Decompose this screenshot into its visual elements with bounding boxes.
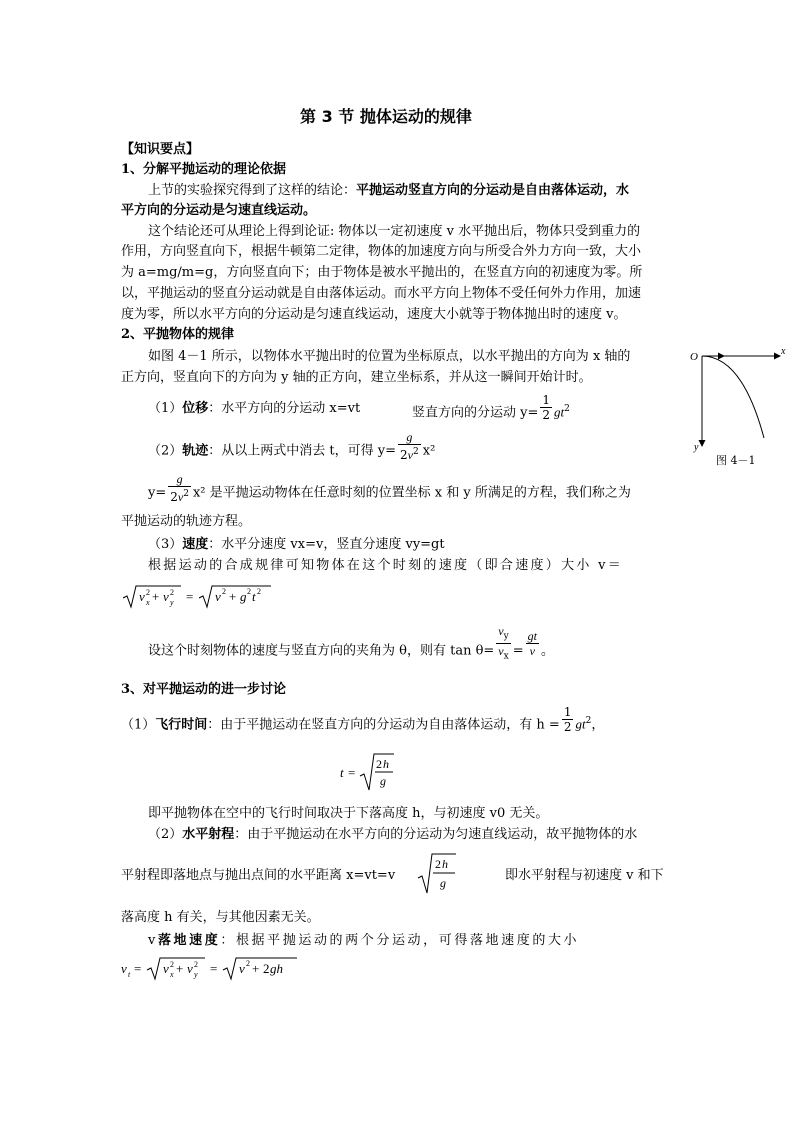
svg-text:h: h — [383, 757, 389, 771]
svg-text:2: 2 — [246, 959, 250, 968]
s1-p2-line-3: 为 a=mg/m=g，方向竖直向下；由于物体是被水平抛出的，在竖直方向的初速度为零。所 — [121, 265, 643, 280]
svg-text:gh: gh — [270, 961, 283, 976]
svg-text:2: 2 — [194, 960, 198, 969]
svg-text:2: 2 — [263, 961, 270, 976]
displacement-vertical: 竖直方向的分运动 y= $\frac{1}{2}$ $gt^2$ — [412, 393, 570, 423]
svg-text:=: = — [186, 589, 194, 604]
range-line-3: 落高度 h 有关，与其他因素无关。 — [121, 910, 320, 925]
disp-text: ：水平方向的分运动 x=vt — [208, 401, 361, 416]
landing-velocity-formula — [121, 955, 301, 988]
svg-text:=: = — [210, 961, 218, 976]
svg-text:t: t — [340, 765, 344, 780]
range-line — [148, 825, 637, 845]
svg-text:2: 2 — [222, 587, 226, 596]
angle-line: 设这个时刻物体的速度与竖直方向的夹角为 θ，则有 tan θ= $\frac{v_y}{v_x}$ = $\frac{gt}{v}$ 。 — [148, 624, 554, 662]
flight-time-conclusion: 即平抛物体在空中的飞行时间取决于下落高度 h，与初速度 v0 无关。 — [148, 806, 549, 821]
fraction-g-2v2-b: $\frac{g}{2v^2}$ — [170, 472, 189, 504]
velocity-line — [148, 535, 445, 555]
range-line-2-end: 即水平射程与初速度 v 和下 — [505, 868, 664, 883]
fraction-half-b: $\frac{1}{2}$ — [563, 705, 572, 735]
s1-p1-bold-2: 平方向的分运动是匀速直线运动。 — [121, 203, 317, 218]
svg-text:2: 2 — [376, 757, 382, 771]
section-3-heading: 3、对平抛运动的进一步讨论 — [121, 682, 287, 697]
r-label: （2） — [148, 827, 183, 842]
svg-text:x: x — [170, 970, 174, 979]
velocity-paragraph: 根据运动的合成规律可知物体在这个时刻的速度（即合速度）大小 v＝ — [148, 558, 624, 573]
traj-p-line-2: 平抛运动的轨迹方程。 — [121, 514, 252, 529]
s1-p2-line-4: 以，平抛运动的竖直分运动就是自由落体运动。而水平方向上物体不受任何外力作用，加速 — [121, 286, 642, 301]
svg-text:g: g — [440, 876, 446, 890]
velocity-sqrt-formula — [121, 583, 281, 609]
traj-label: （2） — [148, 443, 183, 459]
svg-text:2: 2 — [146, 588, 150, 597]
v-text: ：根据平抛运动的两个分运动，可得落地速度的大小 — [220, 933, 580, 948]
range-line-2: 平射程即落地点与抛出点间的水平距离 x=vt=v — [121, 868, 396, 883]
disp-bold: 位移 — [182, 401, 209, 416]
s1-p1-text: 上节的实验探究得到了这样的结论： — [148, 183, 357, 198]
s2-p1-line-1: 如图 4－1 所示，以物体水平抛出时的位置为坐标原点，以水平抛出的方向为 x 轴的 — [148, 349, 631, 364]
vel-label: （3） — [148, 537, 183, 552]
figure-caption: 图 4－1 — [716, 454, 756, 467]
svg-text:2: 2 — [257, 587, 261, 596]
trajectory-line: （2）轨迹：从以上两式中消去 t，可得 y= $\frac{g}{2v^2}$ x² — [148, 430, 436, 462]
s1-p2-line-5: 度为零，所以水平方向的分运动是匀速直线运动，速度大小就等于物体抛出时的速度 v。 — [121, 307, 627, 322]
landing-velocity-line — [148, 931, 579, 951]
svg-text:2: 2 — [247, 587, 251, 596]
svg-text:g: g — [240, 589, 247, 604]
svg-text:v: v — [121, 961, 127, 976]
r-text: ：由于平抛运动在水平方向的分运动为匀速直线运动，故平抛物体的水 — [234, 827, 638, 842]
t-text: ：由于平抛运动在竖直方向的分运动为自由落体运动，有 h = — [207, 717, 560, 733]
t-label: （1） — [121, 717, 156, 733]
svg-text:+: + — [229, 589, 237, 604]
svg-text:2: 2 — [435, 857, 441, 871]
fraction-g-2v2: $\frac{g}{2v^2}$ — [400, 430, 419, 462]
svg-text:v: v — [239, 961, 245, 976]
x-label: x — [781, 346, 786, 357]
svg-text:+: + — [252, 961, 260, 976]
section-1-heading: 1、分解平抛运动的理论依据 — [121, 162, 287, 177]
y-label: y — [694, 442, 699, 453]
displacement-line — [148, 399, 360, 419]
svg-text:x: x — [146, 598, 150, 607]
r-bold: 水平射程 — [182, 827, 235, 842]
t-bold: 飞行时间 — [155, 717, 208, 733]
disp-label: （1） — [148, 401, 183, 416]
s2-p1-line-2: 正方向，竖直向下的方向为 y 轴的正方向，建立坐标系，并从这一瞬间开始计时。 — [121, 370, 592, 385]
origin-label: O — [690, 351, 698, 363]
svg-text:v: v — [215, 589, 221, 604]
v-bold: 落地速度 — [157, 933, 221, 948]
vel-text: ：水平分速度 vx=v，竖直分速度 vy=gt — [208, 537, 445, 552]
svg-text:2: 2 — [170, 588, 174, 597]
parabola-trajectory — [702, 356, 764, 438]
range-formula — [416, 852, 460, 903]
svg-text:v: v — [163, 589, 169, 604]
velocity-formula — [121, 583, 281, 616]
section-2-heading: 2、平抛物体的规律 — [121, 327, 235, 342]
s1-p2-line-2: 作用，方向竖直向下，根据牛顿第二定律，物体的加速度方向与所受合外力方向一致，大小 — [121, 244, 642, 259]
fraction-vy-vx: $\frac{v_y}{v_x}$ — [498, 624, 509, 662]
vel-bold: 速度 — [182, 537, 209, 552]
svg-text:t: t — [252, 589, 256, 604]
svg-text:t: t — [128, 970, 131, 979]
svg-text:y: y — [170, 598, 174, 607]
svg-text:h: h — [442, 857, 448, 871]
flight-time-line: （1）飞行时间：由于平抛运动在竖直方向的分运动为自由落体运动，有 h = $\frac{1}{2}$ $gt^2$， — [121, 705, 605, 735]
svg-text:+: + — [152, 589, 160, 604]
traj-bold: 轨迹 — [182, 443, 209, 459]
page-title: 第 3 节 抛体运动的规律 — [300, 107, 472, 126]
fraction-gt-v: $\frac{gt}{v}$ — [527, 629, 537, 659]
range-sqrt-formula — [416, 852, 460, 896]
landing-sqrt-formula — [121, 955, 301, 981]
flight-time-formula — [338, 752, 398, 801]
s1-p2-line-1: 这个结论还可从理论上得到论证: 物体以一定初速度 v 水平抛出后，物体只受到重力的 — [148, 224, 641, 239]
traj-p-text: x² 是平抛运动物体在任意时刻的位置坐标 x 和 y 所满足的方程，我们称之为 — [192, 485, 631, 501]
v-label: v — [148, 933, 158, 948]
svg-text:2: 2 — [170, 960, 174, 969]
svg-text:g: g — [380, 774, 386, 788]
traj-text: ：从以上两式中消去 t，可得 y= — [208, 443, 397, 459]
disp-vert-text: 竖直方向的分运动 y= — [412, 405, 539, 421]
s1-p1-bold-1: 平抛运动竖直方向的分运动是自由落体运动，水 — [356, 183, 630, 198]
svg-text:+: + — [176, 961, 184, 976]
traj-p-y: y= — [148, 485, 167, 501]
svg-text:v: v — [163, 961, 169, 976]
svg-text:v: v — [139, 589, 145, 604]
projectile-diagram — [684, 344, 788, 454]
angle-text: 设这个时刻物体的速度与竖直方向的夹角为 θ，则有 tan θ= — [148, 643, 495, 659]
svg-text:y: y — [194, 970, 198, 979]
svg-text:=: = — [134, 961, 142, 976]
t-sqrt-formula — [338, 752, 398, 794]
trajectory-paragraph — [148, 472, 631, 504]
svg-text:v: v — [187, 961, 193, 976]
fraction-half: $\frac{1}{2}$ — [542, 393, 551, 423]
svg-text:=: = — [348, 765, 356, 780]
section-knowledge-heading: 【知识要点】 — [121, 142, 200, 157]
s1-paragraph-1 — [148, 181, 629, 201]
